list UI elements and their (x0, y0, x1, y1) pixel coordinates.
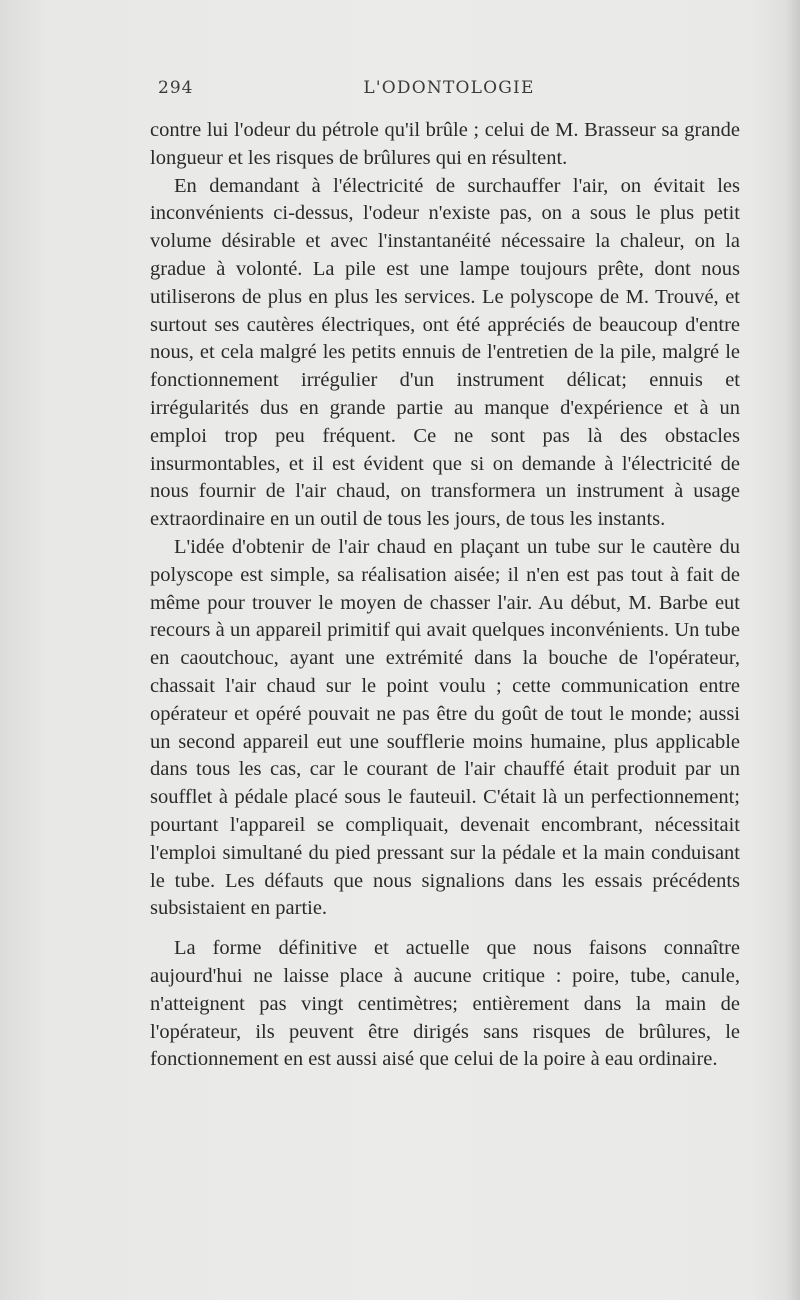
running-head: L'ODONTOLOGIE (363, 78, 535, 98)
paragraph-2: En demandant à l'électricité de surchauffer l'air, on évitait les inconvénients ci-dessus, l'odeur n'existe pas, on a sous le plus petit volume désirable et avec l'instantanéité nécessaire la chaleur, on la gradue à volonté. La pile est une lampe toujours prête, dont nous utiliserons de plus en plus les services. Le polyscope de M. Trouvé, et surtout ses cautères électriques, ont été appréciés de beaucoup d'entre nous, et cela malgré les petits ennuis de l'entretien de la pile, malgré le fonctionnement irrégulier d'un instrument délicat; ennuis et irrégularités dus en grande partie au manque d'expérience et à un emploi trop peu fréquent. Ce ne sont pas là des obstacles insurmontables, et il est évident que si on demande à l'électricité de nous fournir de l'air chaud, on transformera un instrument à usage extraordinaire en un outil de tous les jours, de tous les instants. (150, 174, 740, 531)
paragraph-3: L'idée d'obtenir de l'air chaud en plaçant un tube sur le cautère du polyscope est simple, sa réalisation aisée; il n'en est pas tout à fait de même pour trouver le moyen de chasser l'air. Au début, M. Barbe eut recours à un appareil primitif qui avait quelques inconvénients. Un tube en caoutchouc, ayant une extrémité dans la bouche de l'opérateur, chassait l'air chaud sur le point voulu ; cette communication entre opérateur et opéré pouvait ne pas être du goût de tout le monde; aussi un second appareil eut une soufflerie moins humaine, plus applicable dans tous les cas, car le courant de l'air chauffé était produit par un soufflet à pédale placé sous le fauteuil. C'était là un perfectionnement; pourtant l'appareil se compliquait, devenait encombrant, nécessitait l'emploi simultané du pied pressant sur la pédale et la main conduisant le tube. Les défauts que nous signalions dans les essais précédents subsistaient en partie. (150, 535, 740, 920)
paragraph-1: contre lui l'odeur du pétrole qu'il brûle ; celui de M. Brasseur sa grande longueur et les risques de brûlures qui en résultent. (150, 119, 740, 169)
page-edge-shadow (786, 0, 800, 1300)
page-number: 294 (158, 78, 194, 98)
page-header (158, 78, 740, 104)
body-text (150, 117, 740, 1074)
paragraph-4: La forme définitive et actuelle que nous faisons connaître aujourd'hui ne laisse place à aucune critique : poire, tube, canule, n'atteignent pas vingt centimètres; entièrement dans la main de l'opérateur, ils peuvent être dirigés sans risques de brûlures, le fonctionnement en est aussi aisé que celui de la poire à eau ordinaire. (150, 937, 740, 1071)
